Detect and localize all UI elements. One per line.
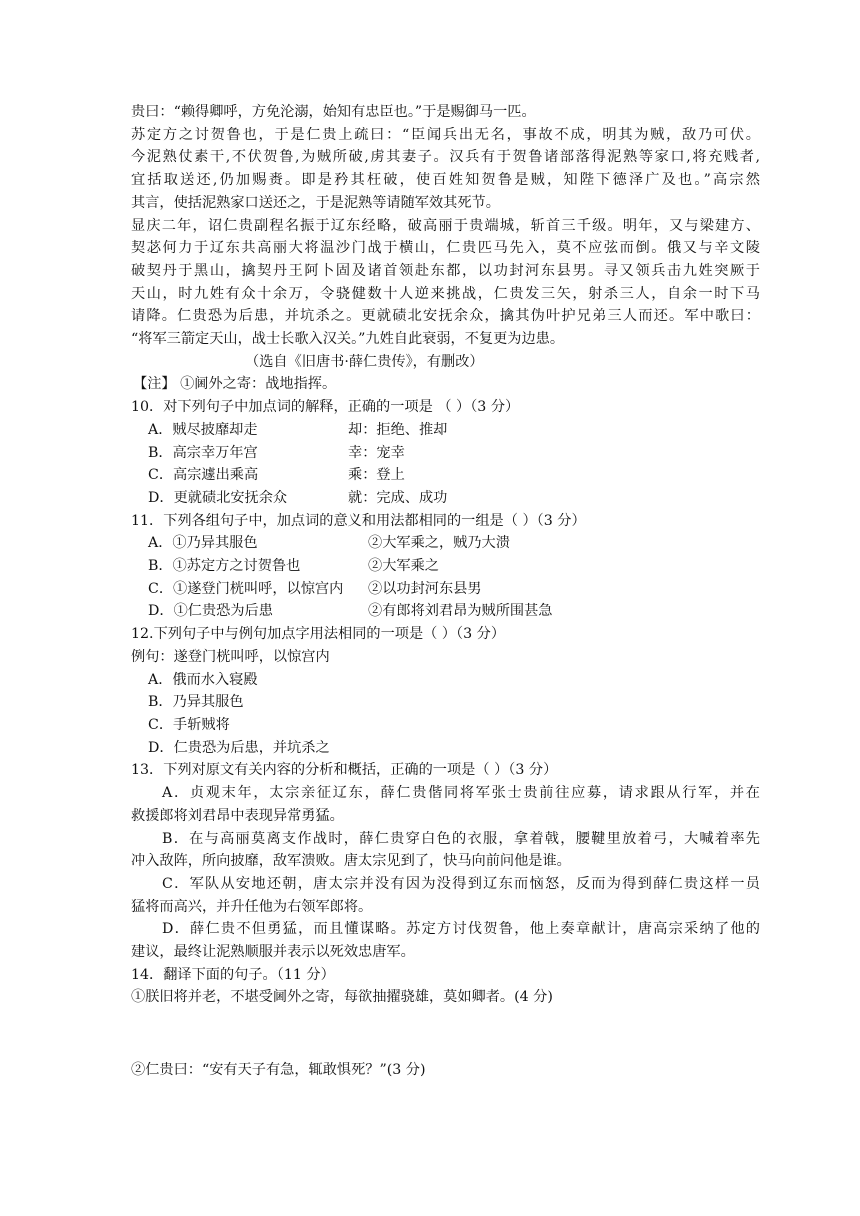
question-12 — [131, 623, 760, 759]
passage-line: 其言，使括泥熟家口送还之，于是泥熟等请随军效其死节。 — [131, 194, 500, 211]
passage-line: 天山，时九姓有众十余万，令骁健数十人逆来挑战，仁贵发三矢，射杀三人，自余一时下马 — [131, 285, 760, 302]
option-text: A．贞观末年，太宗亲征辽东，薛仁贵偕同将军张士贵前往应募，请求跟从行军，并在 — [162, 785, 760, 802]
passage-line: 显庆二年，诏仁贵副程名振于辽东经略，破高丽于贵端城，斩首三千级。明年，又与梁建方、 — [131, 217, 760, 234]
option-row — [131, 555, 760, 578]
question-stem: 11．下列各组句子中，加点词的意义和用法都相同的一组是（ ）（3 分） — [131, 512, 586, 529]
option-gloss: 却：拒绝、推却 — [348, 421, 448, 438]
option-row — [131, 464, 760, 487]
question-10 — [131, 396, 760, 510]
question-stem: 10．对下列句子中加点词的解释，正确的一项是 （ ）（3 分） — [131, 399, 520, 416]
passage-line: 今泥熟仗素干,不伏贺鲁,为贼所破,虏其妻子。汉兵有于贺鲁诸部落得泥熟等家口,将充贱者, — [131, 149, 760, 166]
passage — [131, 101, 760, 351]
translate-item: ②仁贵曰：“安有天子有急，辄敢惧死？”(3 分) — [131, 1062, 426, 1079]
option-text: ②大军乘之，贼乃大溃 — [368, 535, 510, 552]
option-text: B．乃异其服色 — [148, 694, 244, 711]
option-row — [131, 419, 760, 442]
option-text-cont: 猛将而高兴，并升任他为右领军郎将。 — [131, 898, 373, 915]
question-11 — [131, 510, 760, 624]
option-text: C．①遂登门桄叫呼，以惊宫内 — [148, 580, 344, 597]
translate-item: ①朕旧将并老，不堪受阃外之寄，每欲抽擢骁雄，莫如卿者。(4 分) — [131, 989, 553, 1006]
option-text: D．更就碛北安抚余众 — [148, 489, 288, 506]
option-text: C．手斩贼将 — [148, 716, 230, 733]
passage-line: 契苾何力于辽东共高丽大将温沙门战于横山，仁贵匹马先入，莫不应弦而倒。俄又与辛文陵 — [131, 240, 760, 257]
passage-line: 破契丹于黑山，擒契丹王阿卜固及诸首领赴东都，以功封河东县男。寻又领兵击九姓突厥于 — [131, 262, 760, 279]
question-stem: 14．翻译下面的句子。（11 分） — [131, 966, 335, 983]
passage-line: 苏定方之讨贺鲁也，于是仁贵上疏曰：“臣闻兵出无名，事故不成，明其为贼，敌乃可伏。 — [131, 126, 760, 143]
option-row — [131, 578, 760, 601]
option-gloss: 乘：登上 — [348, 467, 405, 484]
question-13 — [131, 759, 760, 963]
answer-space — [131, 1009, 760, 1059]
question-stem: 13．下列对原文有关内容的分析和概括，正确的一项是（ ）（3 分） — [131, 762, 558, 779]
option-text: ②有郎将刘君昂为贼所围甚急 — [368, 603, 553, 620]
option-text: B．在与高丽莫离支作战时，薛仁贵穿白色的衣服，拿着戟，腰鞬里放着弓，大喊着率先 — [162, 830, 760, 847]
option-text: D．薛仁贵不但勇猛，而且懂谋略。苏定方讨伐贺鲁，他上奏章献计，唐高宗采纳了他的 — [162, 921, 760, 938]
option-text-cont: 救援郎将刘君昂中表现异常勇猛。 — [131, 807, 344, 824]
option-text: D．仁贵恐为后患，并坑杀之 — [148, 739, 330, 756]
option-text: B．①苏定方之讨贺鲁也 — [148, 558, 301, 575]
option-row — [131, 442, 760, 465]
option-text: C．高宗遽出乘高 — [148, 467, 259, 484]
question-14 — [131, 964, 760, 1082]
passage-line: 贵曰：“赖得卿呼，方免沦溺，始知有忠臣也。”于是赐御马一匹。 — [131, 104, 536, 120]
example-sentence: 例句：遂登门桄叫呼，以惊宫内 — [131, 648, 330, 665]
option-text-cont: 建议，最终让泥熟顺服并表示以死效忠唐军。 — [131, 944, 415, 961]
annotation-note: 【注】 ①阃外之寄：战地指挥。 — [133, 376, 337, 393]
option-text: ②大军乘之 — [368, 558, 439, 575]
option-text: A．俄而水入寝殿 — [148, 671, 258, 688]
option-text: ②以功封河东县男 — [368, 580, 482, 597]
option-text-cont: 冲入敌阵，所向披靡，敌军溃败。唐太宗见到了，快马向前问他是谁。 — [131, 853, 571, 870]
passage-line: 请降。仁贵恐为后患，并坑杀之。更就碛北安抚余众，擒其伪叶护兄弟三人而还。军中歌曰： — [131, 308, 760, 325]
option-text: C．军队从安地还朝，唐太宗并没有因为没得到辽东而恼怒，反而为得到薛仁贵这样一员 — [162, 875, 760, 892]
passage-line: “将军三箭定天山，战士长歌入汉关。”九姓自此衰弱，不复更为边患。 — [131, 331, 565, 348]
option-text: B．高宗幸万年宫 — [148, 444, 258, 461]
option-gloss: 幸：宠幸 — [348, 444, 405, 461]
option-row — [131, 532, 760, 555]
option-text: A．①乃异其服色 — [148, 535, 258, 552]
option-row — [131, 487, 760, 510]
source-citation: （选自《旧唐书·薛仁贵传》，有删改） — [245, 353, 484, 370]
option-row — [131, 600, 760, 623]
passage-line: 宜括取送还,仍加赐赉。即是矜其枉破，使百姓知贺鲁是贼，知陛下德泽广及也。”高宗然 — [131, 172, 760, 189]
question-stem: 12.下列句子中与例句加点字用法相同的一项是（ ）（3 分） — [131, 626, 506, 643]
option-text: A．贼尽披靡却走 — [148, 421, 258, 438]
option-text: D．①仁贵恐为后患 — [148, 603, 273, 620]
option-gloss: 就：完成、成功 — [348, 489, 448, 506]
